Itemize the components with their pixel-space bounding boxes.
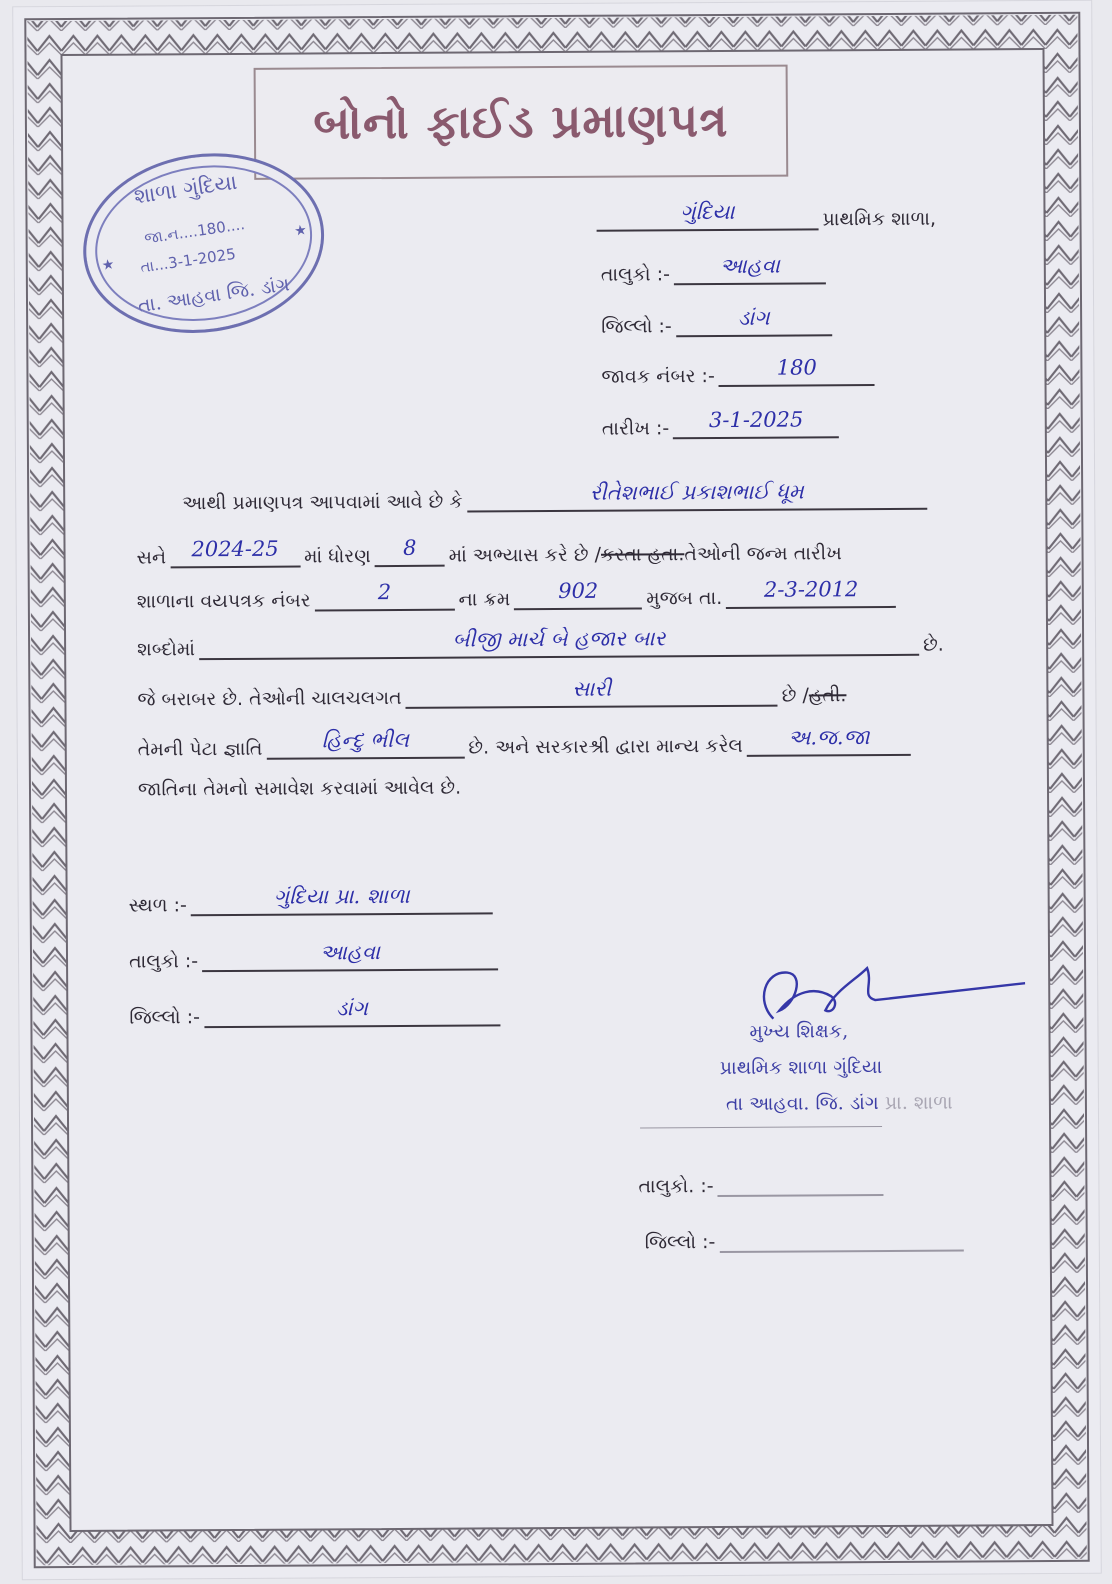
conduct-is-text: છે / [781, 684, 809, 707]
school-name-row [592, 198, 936, 232]
footer-district-value: ડાંગ [204, 994, 500, 1028]
conduct-value: સારી [406, 675, 778, 709]
place-label: સ્થળ :- [128, 894, 187, 917]
birth-date-in-words: બીજી માર્ચ બે હજાર બાર [199, 624, 919, 660]
signatory-role: મુખ્ય શિક્ષક, [749, 1020, 849, 1043]
district-value: ડાંગ [676, 304, 832, 337]
as-per-date-label: મુજબ તા. [646, 586, 723, 610]
body-line-1 [182, 478, 931, 515]
footer-taluka-row [129, 938, 502, 972]
body-line-4 [137, 624, 944, 661]
inclusion-text: જાતિના તેમનો સમાવેશ કરવામાં આવેલ છે. [137, 776, 462, 801]
signatory-taluka-row [638, 1164, 887, 1198]
taluka-row [601, 252, 830, 285]
seal-star-icon: ★ [100, 256, 116, 275]
signatory-district-blank [719, 1220, 963, 1253]
signatory-taluka-label: તાલુકો. :- [638, 1175, 714, 1198]
footer-district-row [129, 994, 504, 1028]
footer-district-label: જિલ્લો :- [129, 1006, 201, 1029]
footer-taluka-value: આહવા [202, 938, 498, 972]
student-name: રીતેશભાઈ પ્રકાશભાઈ ધૂમ [467, 478, 927, 513]
seal-date: 3-1-2025 [166, 244, 237, 273]
taluka-label: તાલુકો :- [600, 263, 670, 286]
district-label: જિલ્લો :- [601, 315, 672, 338]
certificate-sheet [13, 1, 1101, 1580]
register-label: શાળાના વયપત્રક નંબર [136, 589, 311, 613]
signatory-district-row [645, 1220, 968, 1254]
standard-label: માં ધોરણ [304, 545, 371, 568]
certify-text: આથી પ્રમાણપત્ર આપવામાં આવે છે કે [182, 490, 463, 515]
seal-number-line: જા.ન....180.... [143, 215, 246, 248]
seal-school-name: શાળા ગુંદિયા [132, 169, 239, 209]
in-words-label: શબ્દોમાં [137, 638, 196, 661]
seal-number-prefix: જા.ન.... [143, 222, 199, 248]
outward-number-label: જાવક નંબર :- [601, 365, 715, 388]
seal-location: તા. આહવા જિ. ડાંગ [136, 273, 291, 318]
school-name-value: ગુંદિયા [596, 198, 818, 231]
body-line-5 [137, 674, 846, 710]
govt-approved-text: છે. અને સરકારશ્રી દ્વારા માન્ય કરેલ [468, 734, 743, 759]
signatory-district-label: જિલ્લો :- [644, 1231, 716, 1254]
standard-value: 8 [375, 535, 445, 567]
serial-number: 902 [514, 577, 642, 610]
date-label: તારીખ :- [601, 417, 670, 440]
sub-caste-label: તેમની પેટા જ્ઞાતિ [137, 737, 263, 761]
certificate-title: બોનો ફાઈડ પ્રમાણપત્ર [313, 92, 729, 150]
seal-date-prefix: તા... [139, 254, 170, 277]
body-line-2 [136, 532, 841, 568]
signatory-location: તા આહવા. જિ. ડાંગ [725, 1092, 879, 1115]
category-value: અ.જ.જા [747, 724, 911, 757]
academic-year: 2024-25 [170, 536, 300, 569]
body-line-6 [138, 724, 915, 761]
year-label: સને [136, 546, 167, 569]
signatory-school-suffix: પ્રા. શાળા [884, 1091, 953, 1115]
serial-label: ના ક્રમ [458, 588, 511, 611]
certificate-title-box [254, 65, 789, 180]
date-row [602, 406, 844, 439]
seal-star-icon: ★ [293, 222, 309, 240]
studying-text: માં અભ્યાસ કરે છે / [448, 543, 602, 567]
outward-number-value: 180 [719, 354, 875, 387]
footer-taluka-label: તાલુકો :- [128, 950, 199, 973]
signatory-taluka-blank [717, 1164, 883, 1197]
body-line-7 [138, 777, 461, 801]
signatory-location-row [726, 1092, 953, 1115]
school-suffix-label: પ્રાથમિક શાળા, [822, 207, 937, 231]
struck-studied-text: કરતા હતા. [600, 543, 685, 566]
conduct-label: જે બરાબર છે. તેઓની ચાલચલગત [137, 686, 402, 711]
birth-date-label: તેઓની જન્મ તારીખ [684, 542, 842, 566]
sub-caste-value: હિન્દુ ભીલ [266, 727, 464, 760]
taluka-value: આહવા [674, 252, 826, 285]
signatory-block [719, 1020, 952, 1129]
seal-date-line [139, 245, 237, 277]
register-number: 2 [314, 579, 454, 612]
struck-was-text: હતી. [808, 684, 847, 707]
body-line-3 [137, 576, 901, 613]
district-row [601, 304, 836, 337]
date-value: 3-1-2025 [673, 406, 839, 439]
place-row [129, 882, 497, 916]
birth-date: 2-3-2012 [726, 576, 896, 609]
seal-number: 180 [196, 217, 228, 240]
is-text: છે. [922, 633, 944, 656]
signatory-school: પ્રાથમિક શાળા ગુંદિયા [719, 1056, 883, 1080]
place-value: ગુંદિયા પ્રા. શાળા [191, 882, 493, 916]
outward-number-row [601, 354, 879, 388]
